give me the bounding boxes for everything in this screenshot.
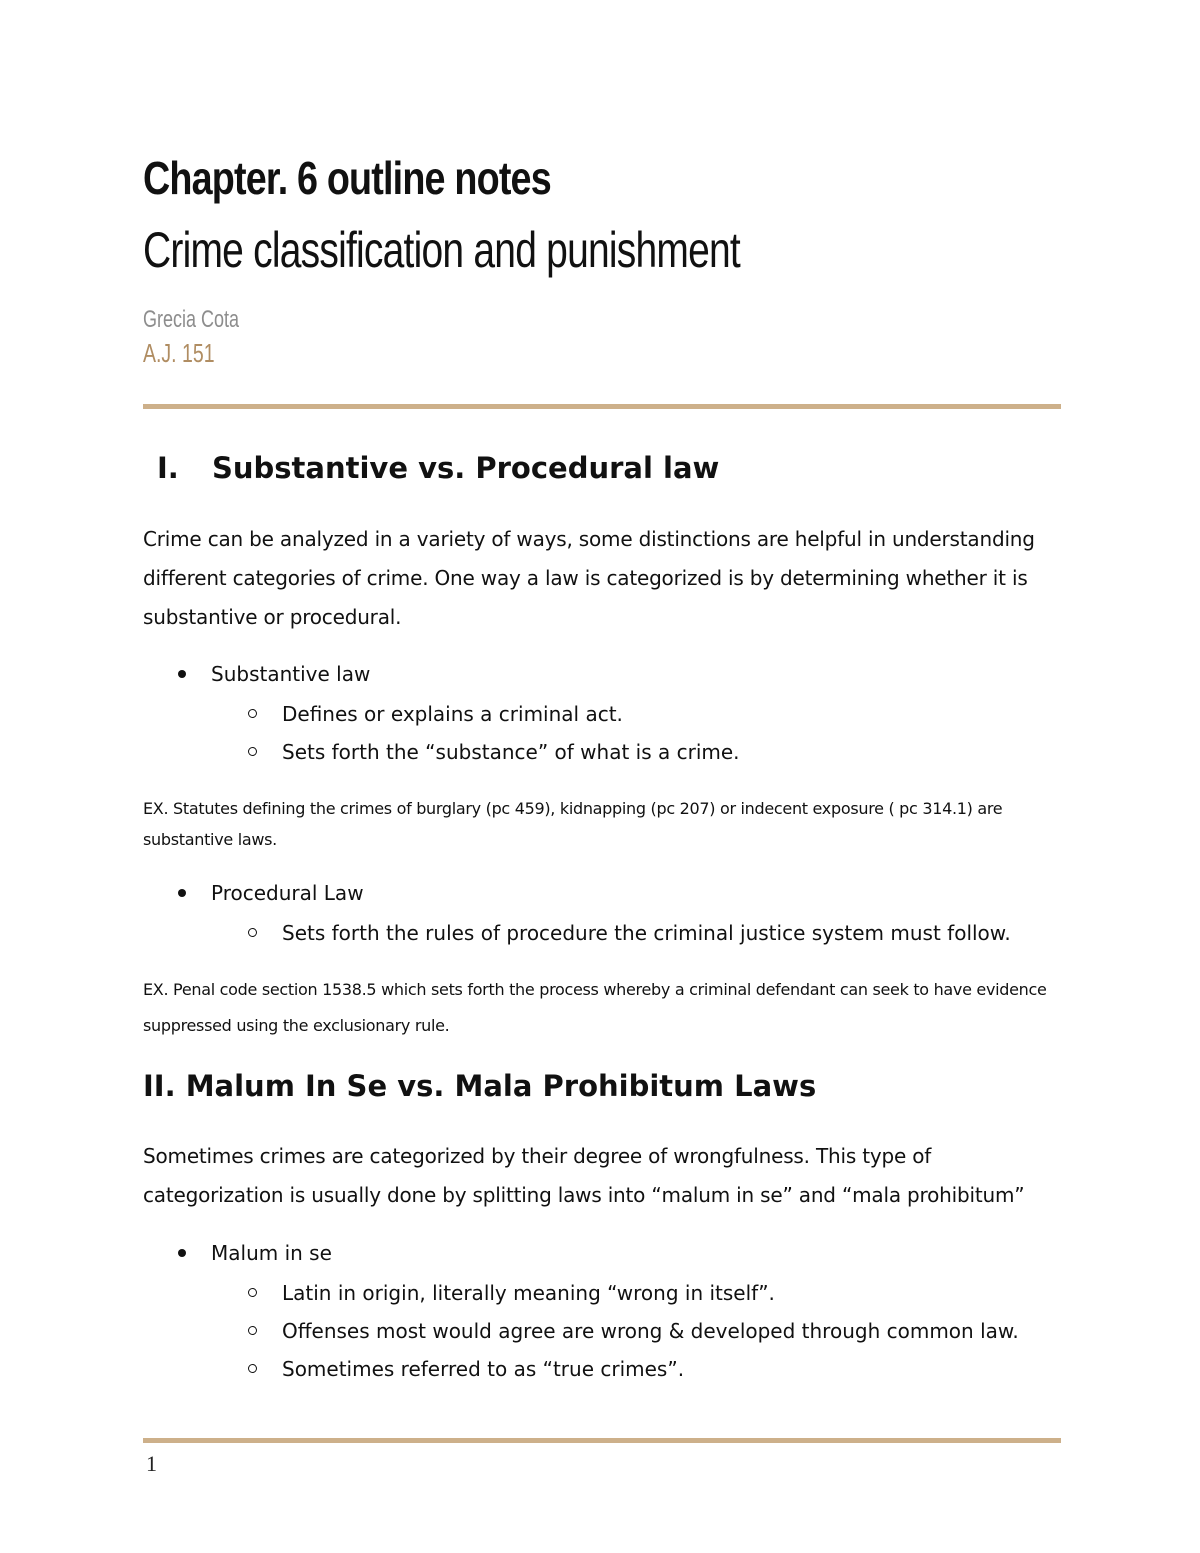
sub-bullet-text: Latin in origin, literally meaning “wrong in itself”. <box>282 1281 775 1305</box>
document-title: Chapter. 6 outline notes <box>143 152 551 204</box>
page-number: 1 <box>146 1451 157 1476</box>
example-text-1: EX. Statutes defining the crimes of burglary (pc 459), kidnapping (pc 207) or indecent exposure ( pc 314.1) are substantive laws. <box>143 799 1003 849</box>
sub-bullet-text: Sets forth the “substance” of what is a crime. <box>282 740 740 764</box>
section-heading-1 <box>157 450 719 486</box>
section-number-1: I. <box>157 451 179 485</box>
bullet-label: Malum in se <box>211 1241 332 1265</box>
header-divider <box>143 404 1061 409</box>
bullet-label: Substantive law <box>211 662 371 686</box>
bullet-circle-icon <box>248 1288 257 1297</box>
list-item <box>0 733 1200 771</box>
list-item <box>0 655 1200 693</box>
section-title-1: Substantive vs. Procedural law <box>212 451 720 485</box>
section-heading-2: II. Malum In Se vs. Mala Prohibitum Laws <box>143 1069 817 1103</box>
section-1-intro: Crime can be analyzed in a variety of ways, some distinctions are helpful in understanding different categories of crime. One way a law is categorized is by determining whether it is substantive or procedural. <box>143 527 1035 629</box>
list-item <box>0 1274 1200 1312</box>
list-item <box>0 1312 1200 1350</box>
bullet-circle-icon <box>248 1364 257 1373</box>
list-item <box>0 914 1200 952</box>
bullet-circle-icon <box>248 1326 257 1335</box>
sub-bullet-text: Defines or explains a criminal act. <box>282 702 623 726</box>
list-item <box>0 1350 1200 1388</box>
document-subtitle: Crime classification and punishment <box>143 222 740 278</box>
bullet-circle-icon <box>248 928 257 937</box>
bullet-circle-icon <box>248 709 257 718</box>
footer-divider <box>143 1438 1061 1443</box>
bullet-label: Procedural Law <box>211 881 364 905</box>
sub-bullet-text: Sometimes referred to as “true crimes”. <box>282 1357 685 1381</box>
sub-bullet-text: Sets forth the rules of procedure the criminal justice system must follow. <box>282 921 1011 945</box>
section-2-intro: Sometimes crimes are categorized by their degree of wrongfulness. This type of categorization is usually done by splitting laws into “malum in se” and “mala prohibitum” <box>143 1144 1025 1207</box>
sub-bullet-text: Offenses most would agree are wrong & developed through common law. <box>282 1319 1019 1343</box>
list-item <box>0 874 1200 912</box>
author-name: Grecia Cota <box>143 306 240 333</box>
bullet-circle-icon <box>248 747 257 756</box>
bullet-dot-icon <box>178 670 186 678</box>
course-code: A.J. 151 <box>143 338 215 368</box>
bullet-dot-icon <box>178 889 186 897</box>
list-item <box>0 695 1200 733</box>
list-item <box>0 1234 1200 1272</box>
bullet-dot-icon <box>178 1249 186 1257</box>
example-text-2: EX. Penal code section 1538.5 which sets forth the process whereby a criminal defendant can seek to have evidence suppressed using the exclusionary rule. <box>143 980 1047 1035</box>
